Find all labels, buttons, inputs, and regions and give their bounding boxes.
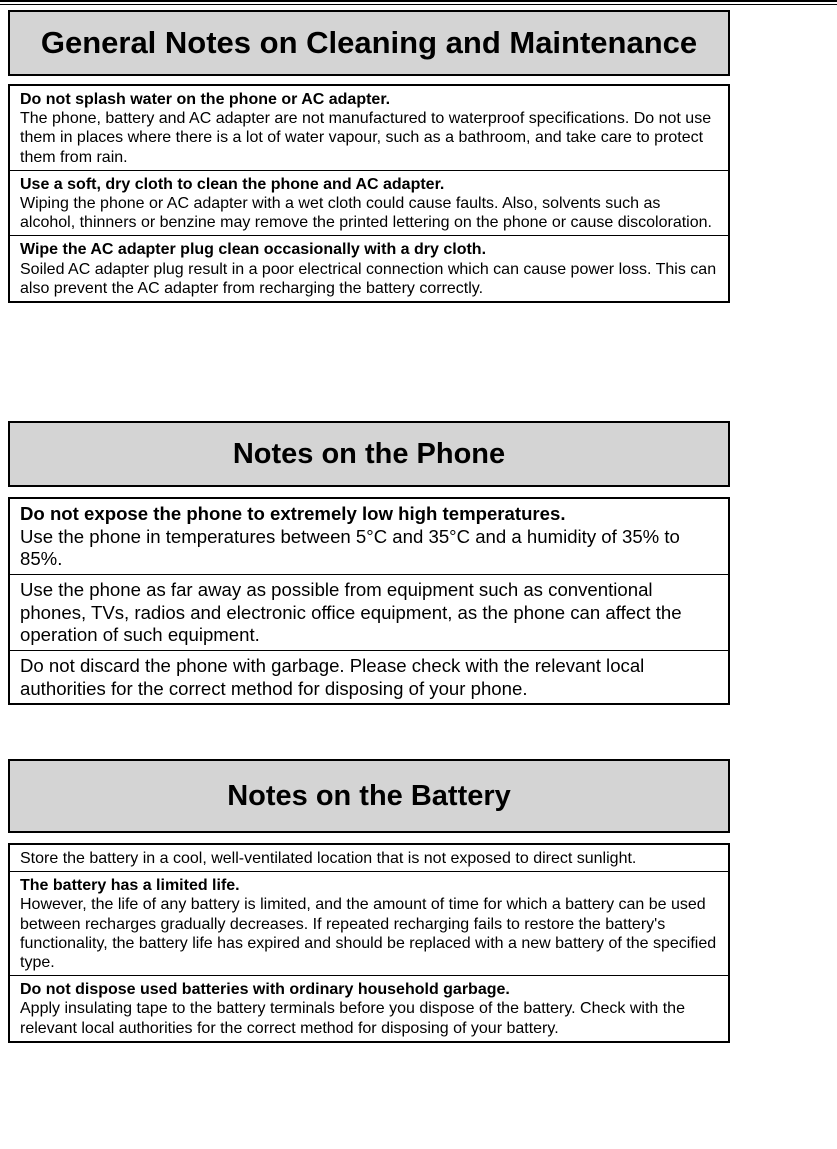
note-item (10, 574, 728, 650)
note-item (10, 499, 728, 574)
note-body: The phone, battery and AC adapter are not manufactured to waterproof specifications. Do not use them in places where there is a lot of water vapour, such as a bathroom, and take care to protect them from rain. (20, 110, 712, 166)
top-rule (0, 0, 837, 2)
note-heading: The battery has a limited life. (20, 877, 240, 895)
note-body: Soiled AC adapter plug result in a poor electrical connection which can cause power loss. This can also prevent the AC adapter from recharging the battery correctly. (20, 260, 717, 297)
note-body: Store the battery in a cool, well-ventilated location that is not exposed to direct sunlight. (20, 850, 637, 867)
note-body: However, the life of any battery is limited, and the amount of time for which a battery can be used between recharges gradually decreases. If repeated recharging fails to restore the battery's functionality, the battery life has expired and should be replaced with a new battery of the specified type. (20, 896, 717, 971)
note-body: Apply insulating tape to the battery terminals before you dispose of the battery. Check with the relevant local authorities for the correct method for disposing of your battery. (20, 1000, 685, 1037)
note-item (10, 650, 728, 703)
section-title: General Notes on Cleaning and Maintenance (8, 10, 730, 76)
section-battery (8, 759, 730, 1043)
section-title: Notes on the Phone (8, 421, 730, 487)
note-body: Use the phone in temperatures between 5°C and 35°C and a humidity of 35% to 85%. (20, 525, 680, 570)
note-heading: Do not splash water on the phone or AC adapter. (20, 91, 391, 108)
note-item (10, 170, 728, 236)
note-item (10, 975, 728, 1041)
note-body: Do not discard the phone with garbage. Please check with the relevant local authorities for the correct method for disposing of your phone. (20, 655, 645, 699)
section-cleaning-maintenance (8, 10, 730, 303)
note-item (10, 845, 728, 871)
note-item (10, 86, 728, 170)
note-heading: Do not dispose used batteries with ordinary household garbage. (20, 981, 510, 999)
note-heading: Wipe the AC adapter plug clean occasionally with a dry cloth. (20, 241, 487, 259)
section-phone (8, 421, 730, 705)
top-rule-thin (0, 4, 837, 5)
note-item (10, 235, 728, 301)
note-body: Use the phone as far away as possible from equipment such as conventional phones, TVs, radios and electronic office equipment, as the phone can affect the operation of such equipment. (20, 579, 682, 646)
note-item (10, 871, 728, 975)
note-body: Wiping the phone or AC adapter with a wet cloth could cause faults. Also, solvents such as alcohol, thinners or benzine may remove the printed lettering on the phone or cause discoloration. (20, 194, 712, 232)
note-heading: Use a soft, dry cloth to clean the phone and AC adapter. (20, 175, 445, 193)
notes-list (8, 84, 730, 303)
notes-list (8, 497, 730, 705)
notes-list (8, 843, 730, 1043)
note-heading: Do not expose the phone to extremely low high temperatures. (20, 503, 566, 524)
section-title: Notes on the Battery (8, 759, 730, 833)
